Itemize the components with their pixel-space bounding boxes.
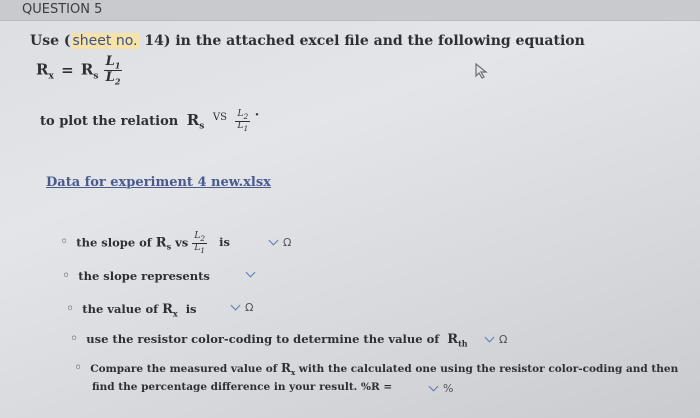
bullet-icon: ◦ [60, 234, 69, 251]
chevron-down-icon [269, 236, 279, 246]
rx-value-dropdown[interactable]: Ω [232, 301, 253, 314]
question-compare: ◦ Compare the measured value of $R_x$ with the calculated one using the resistor color-coding and then [74, 360, 679, 378]
question-header [0, 0, 700, 21]
question-title: QUESTION 5 [22, 2, 103, 17]
bullet-icon: ◦ [74, 360, 83, 376]
bullet-icon: ◦ [66, 301, 75, 317]
plot-instruction: to plot the relation $R_s$ $^{VS}$ $\frac{L_2}{L_1}$ · [40, 108, 260, 133]
question-slope: ◦ the slope of $R_s$ vs $\frac{L_2}{L_1}$ is [60, 231, 230, 255]
equation-fraction: $\frac{L_1}{L_2}$ [105, 54, 121, 87]
slope-value-dropdown[interactable]: Ω [270, 236, 291, 249]
bullet-icon: ◦ [62, 268, 71, 284]
sheet-label: sheet no. [72, 33, 138, 49]
question-compare-line2: find the percentage difference in your result. %R = [92, 381, 393, 393]
mouse-pointer-icon [475, 63, 489, 79]
percent-diff-dropdown[interactable]: % [430, 382, 453, 395]
question-color-coding: ◦ use the resistor color-coding to determine the value of $R_{th}$ [70, 331, 468, 349]
excel-file-link[interactable]: Data for experiment 4 new.xlsx [46, 175, 271, 190]
bullet-icon: ◦ [70, 331, 79, 347]
equation: $R_x = R_s$ $\frac{L_1}{L_2}$ [36, 54, 121, 87]
question-slope-represents: ◦ the slope represents [62, 268, 210, 284]
chevron-down-icon [231, 301, 241, 311]
question-rx-value: ◦ the value of $R_x$ is [66, 301, 197, 319]
intro-line: Use ( sheet no. 14) in the attached excel file and the following equation [30, 33, 585, 49]
slope-represents-dropdown[interactable] [247, 268, 260, 281]
chevron-down-icon [485, 333, 495, 343]
chevron-down-icon [429, 382, 439, 392]
rth-value-dropdown[interactable]: Ω [486, 333, 507, 346]
chevron-down-icon [246, 268, 256, 278]
